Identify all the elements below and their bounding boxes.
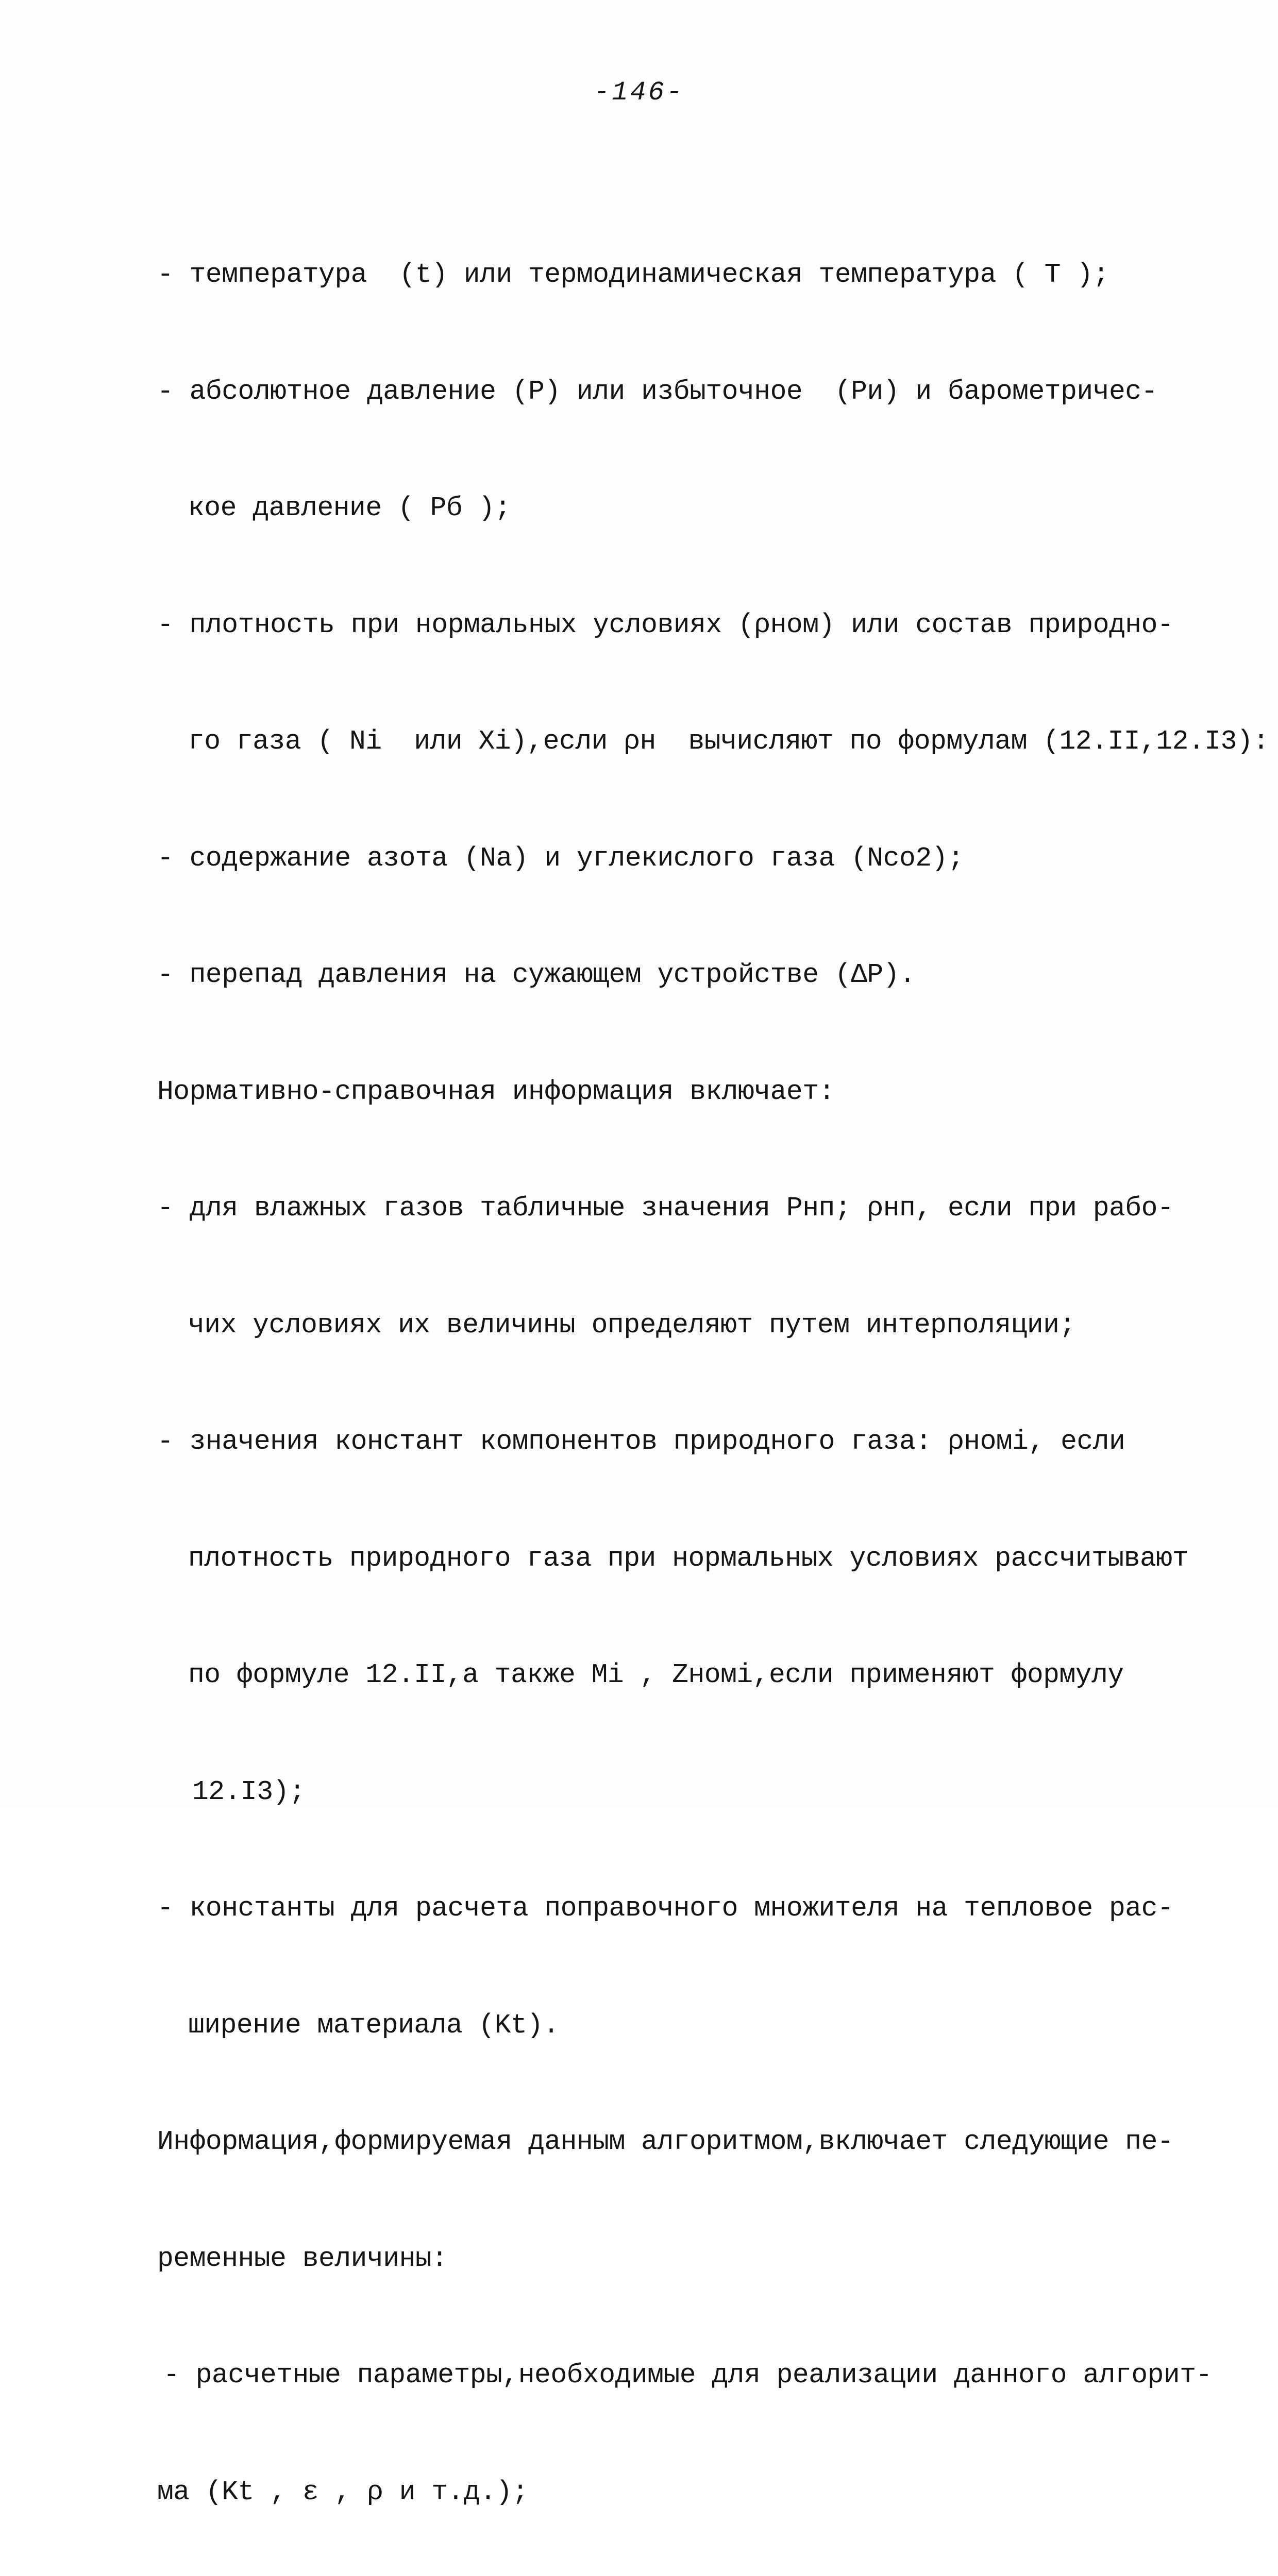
page-number: -146- [593, 77, 685, 108]
text-line: Информация,формируемая данным алгоритмом,включает следующие пе- [157, 2126, 1174, 2157]
text-line: ширение материала (Kt). [188, 2009, 560, 2041]
text-line: - для влажных газов табличные значения Pнп; ρнп, если при рабо- [157, 1193, 1174, 1224]
text-line: ма (Kt , ε , ρ и т.д.); [157, 2476, 529, 2507]
text-line: го газа ( Ni или Xi),если ρн вычисляют по формулам (12.II,12.I3): [188, 726, 1269, 757]
text-line: Нормативно-справочная информация включает: [157, 1076, 835, 1107]
text-line: ременные величины: [157, 2243, 448, 2274]
text-line: по формуле 12.II,а также Mi , Zномi,если применяют формулу [188, 1659, 1124, 1690]
text-line: - константы для расчета поправочного множителя на тепловое рас- [157, 1893, 1174, 1924]
text-line: - расчетные параметры,необходимые для реализации данного алгорит- [163, 2360, 1212, 2391]
text-line: кое давление ( Pб ); [188, 493, 511, 523]
text-line: - перепад давления на сужающем устройстве (ΔP). [157, 959, 916, 990]
text-line: чих условиях их величины определяют путем интерполяции; [188, 1309, 1075, 1341]
text-line: 12.I3); [192, 1776, 306, 1807]
text-line: - температура (t) или термодинамическая температура ( T ); [157, 259, 1109, 290]
text-line: - абсолютное давление (P) или избыточное (Pи) и барометричес- [157, 376, 1157, 407]
body-text [157, 178, 1269, 2576]
text-line: - содержание азота (Na) и углекислого газа (Nco2); [157, 842, 964, 874]
text-line: плотность природного газа при нормальных условиях рассчитывают [188, 1543, 1188, 1574]
text-line: - плотность при нормальных условиях (ρном) или состав природно- [157, 609, 1174, 640]
text-line: - значения констант компонентов природного газа: ρномi, если [157, 1426, 1125, 1457]
